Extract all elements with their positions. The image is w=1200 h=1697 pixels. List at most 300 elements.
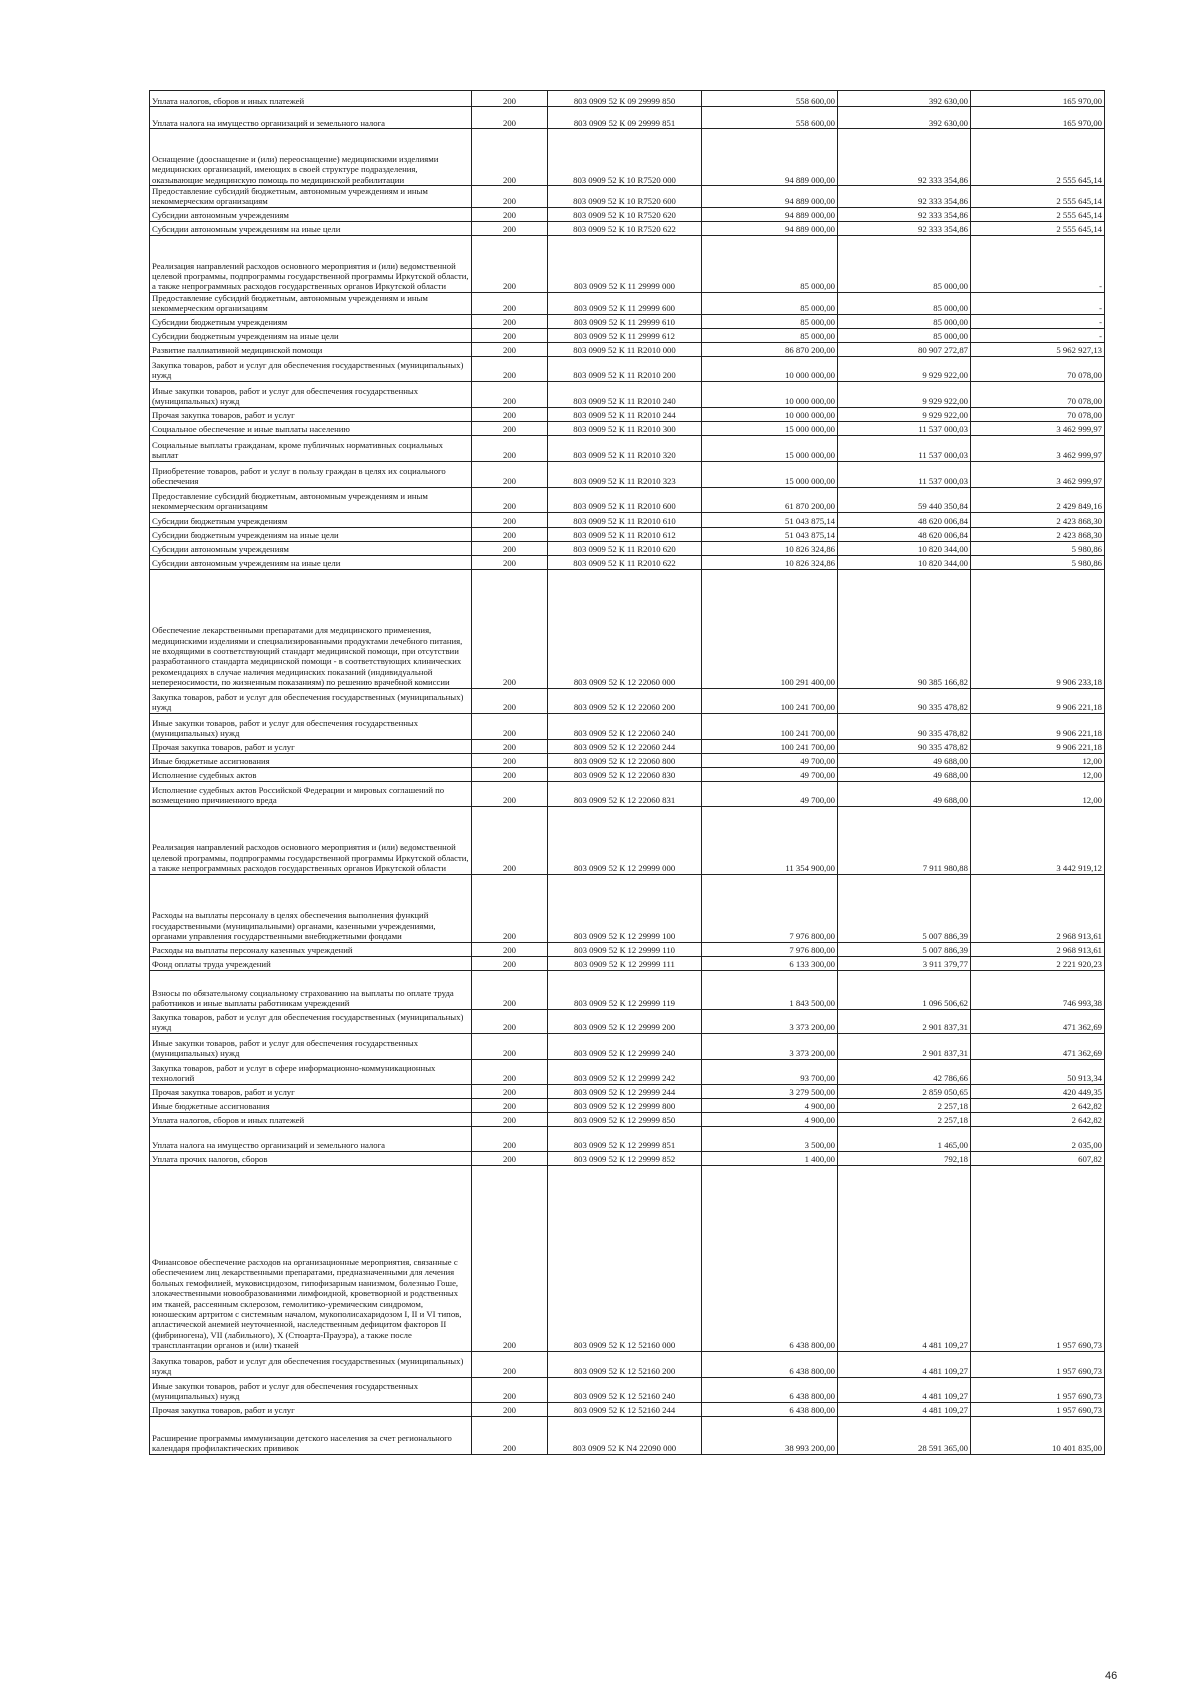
unexecuted-amount-cell: 2 642,82 <box>971 1098 1105 1112</box>
budget-classification-code-cell: 803 0909 52 К 11 29999 610 <box>548 314 702 328</box>
executed-amount-cell: 1 096 506,62 <box>838 970 971 1009</box>
executed-amount-cell: 392 630,00 <box>838 107 971 129</box>
approved-amount-cell: 7 976 800,00 <box>702 874 838 942</box>
unexecuted-amount-cell: 70 078,00 <box>971 407 1105 421</box>
budget-classification-code-cell: 803 0909 52 К 09 29999 851 <box>548 107 702 129</box>
table-row <box>150 107 1105 129</box>
approved-amount-cell: 11 354 900,00 <box>702 806 838 874</box>
table-row <box>150 207 1105 221</box>
admin-code-cell: 200 <box>472 1165 548 1351</box>
table-row <box>150 970 1105 1009</box>
admin-code-cell: 200 <box>472 207 548 221</box>
executed-amount-cell: 2 901 837,31 <box>838 1033 971 1059</box>
table-row <box>150 1126 1105 1151</box>
executed-amount-cell: 5 007 886,39 <box>838 942 971 956</box>
approved-amount-cell: 3 373 200,00 <box>702 1009 838 1033</box>
admin-code-cell: 200 <box>472 956 548 970</box>
expense-name-cell: Иные закупки товаров, работ и услуг для обеспечения государственных (муниципальных) нужд <box>150 713 472 739</box>
admin-code-cell: 200 <box>472 1416 548 1454</box>
budget-classification-code-cell: 803 0909 52 К 11 R2010 622 <box>548 555 702 569</box>
expense-name-cell: Приобретение товаров, работ и услуг в пользу граждан в целях их социального обеспечения <box>150 461 472 487</box>
table-row <box>150 1165 1105 1351</box>
budget-classification-code-cell: 803 0909 52 К 12 22060 831 <box>548 781 702 806</box>
table-row <box>150 328 1105 342</box>
unexecuted-amount-cell: 2 423 868,30 <box>971 512 1105 527</box>
admin-code-cell: 200 <box>472 235 548 292</box>
table-row <box>150 1098 1105 1112</box>
approved-amount-cell: 94 889 000,00 <box>702 186 838 208</box>
table-row <box>150 806 1105 874</box>
table-row <box>150 555 1105 569</box>
approved-amount-cell: 10 000 000,00 <box>702 356 838 381</box>
approved-amount-cell: 15 000 000,00 <box>702 421 838 435</box>
approved-amount-cell: 100 291 400,00 <box>702 569 838 688</box>
admin-code-cell: 200 <box>472 541 548 555</box>
approved-amount-cell: 558 600,00 <box>702 107 838 129</box>
unexecuted-amount-cell: 9 906 221,18 <box>971 713 1105 739</box>
table-row <box>150 314 1105 328</box>
table-row <box>150 541 1105 555</box>
approved-amount-cell: 7 976 800,00 <box>702 942 838 956</box>
unexecuted-amount-cell: 70 078,00 <box>971 381 1105 407</box>
admin-code-cell: 200 <box>472 328 548 342</box>
expense-name-cell: Закупка товаров, работ и услуг для обеспечения государственных (муниципальных) нужд <box>150 356 472 381</box>
page-number: 46 <box>1105 1670 1118 1682</box>
admin-code-cell: 200 <box>472 1098 548 1112</box>
budget-classification-code-cell: 803 0909 52 К 12 22060 830 <box>548 767 702 781</box>
approved-amount-cell: 10 826 324,86 <box>702 541 838 555</box>
table-row <box>150 713 1105 739</box>
expense-name-cell: Социальные выплаты гражданам, кроме публичных нормативных социальных выплат <box>150 435 472 461</box>
table-row <box>150 487 1105 512</box>
budget-classification-code-cell: 803 0909 52 К 12 29999 000 <box>548 806 702 874</box>
budget-classification-code-cell: 803 0909 52 К 12 29999 850 <box>548 1112 702 1126</box>
admin-code-cell: 200 <box>472 1377 548 1402</box>
approved-amount-cell: 85 000,00 <box>702 314 838 328</box>
executed-amount-cell: 85 000,00 <box>838 314 971 328</box>
unexecuted-amount-cell: 2 555 645,14 <box>971 129 1105 186</box>
unexecuted-amount-cell: 5 962 927,13 <box>971 342 1105 356</box>
admin-code-cell: 200 <box>472 739 548 753</box>
approved-amount-cell: 93 700,00 <box>702 1059 838 1084</box>
table-row <box>150 569 1105 688</box>
executed-amount-cell: 80 907 272,87 <box>838 342 971 356</box>
expense-name-cell: Исполнение судебных актов Российской Федерации и мировых соглашений по возмещению причиненного вреда <box>150 781 472 806</box>
table-row <box>150 956 1105 970</box>
table-row <box>150 1416 1105 1454</box>
unexecuted-amount-cell: 2 968 913,61 <box>971 874 1105 942</box>
executed-amount-cell: 42 786,66 <box>838 1059 971 1084</box>
expense-name-cell: Исполнение судебных актов <box>150 767 472 781</box>
approved-amount-cell: 6 438 800,00 <box>702 1165 838 1351</box>
expense-name-cell: Иные закупки товаров, работ и услуг для обеспечения государственных (муниципальных) нужд <box>150 381 472 407</box>
table-row <box>150 129 1105 186</box>
approved-amount-cell: 100 241 700,00 <box>702 739 838 753</box>
expense-name-cell: Реализация направлений расходов основного мероприятия и (или) ведомственной целевой программы, подпрограммы государственной программы Иркутской области, а также непрограммных расходов государственных органов Иркутской области <box>150 235 472 292</box>
admin-code-cell: 200 <box>472 713 548 739</box>
expense-name-cell: Субсидии автономным учреждениям <box>150 541 472 555</box>
budget-classification-code-cell: 803 0909 52 К N4 22090 000 <box>548 1416 702 1454</box>
budget-classification-code-cell: 803 0909 52 К 12 22060 200 <box>548 688 702 713</box>
admin-code-cell: 200 <box>472 1084 548 1098</box>
approved-amount-cell: 94 889 000,00 <box>702 129 838 186</box>
budget-classification-code-cell: 803 0909 52 К 12 29999 111 <box>548 956 702 970</box>
unexecuted-amount-cell: 1 957 690,73 <box>971 1377 1105 1402</box>
expense-name-cell: Прочая закупка товаров, работ и услуг <box>150 739 472 753</box>
executed-amount-cell: 49 688,00 <box>838 753 971 767</box>
admin-code-cell: 200 <box>472 512 548 527</box>
expense-name-cell: Закупка товаров, работ и услуг для обеспечения государственных (муниципальных) нужд <box>150 1009 472 1033</box>
approved-amount-cell: 1 400,00 <box>702 1151 838 1165</box>
admin-code-cell: 200 <box>472 874 548 942</box>
expense-name-cell: Расширение программы иммунизации детского населения за счет регионального календаря профилактических прививок <box>150 1416 472 1454</box>
approved-amount-cell: 3 500,00 <box>702 1126 838 1151</box>
admin-code-cell: 200 <box>472 107 548 129</box>
table-row <box>150 221 1105 235</box>
admin-code-cell: 200 <box>472 129 548 186</box>
unexecuted-amount-cell: 9 906 233,18 <box>971 569 1105 688</box>
table-row <box>150 1084 1105 1098</box>
approved-amount-cell: 4 900,00 <box>702 1098 838 1112</box>
executed-amount-cell: 10 820 344,00 <box>838 555 971 569</box>
executed-amount-cell: 392 630,00 <box>838 91 971 107</box>
admin-code-cell: 200 <box>472 753 548 767</box>
expense-name-cell: Уплата налога на имущество организаций и земельного налога <box>150 1126 472 1151</box>
expense-name-cell: Предоставление субсидий бюджетным, автономным учреждениям и иным некоммерческим организациям <box>150 292 472 314</box>
table-row <box>150 753 1105 767</box>
unexecuted-amount-cell: 1 957 690,73 <box>971 1351 1105 1377</box>
executed-amount-cell: 11 537 000,03 <box>838 461 971 487</box>
admin-code-cell: 200 <box>472 688 548 713</box>
unexecuted-amount-cell: 12,00 <box>971 781 1105 806</box>
expense-name-cell: Иные бюджетные ассигнования <box>150 1098 472 1112</box>
unexecuted-amount-cell: 9 906 221,18 <box>971 739 1105 753</box>
admin-code-cell: 200 <box>472 342 548 356</box>
admin-code-cell: 200 <box>472 1059 548 1084</box>
approved-amount-cell: 85 000,00 <box>702 292 838 314</box>
executed-amount-cell: 1 465,00 <box>838 1126 971 1151</box>
approved-amount-cell: 6 438 800,00 <box>702 1377 838 1402</box>
admin-code-cell: 200 <box>472 1009 548 1033</box>
expense-name-cell: Фонд оплаты труда учреждений <box>150 956 472 970</box>
expense-name-cell: Реализация направлений расходов основного мероприятия и (или) ведомственной целевой программы, подпрограммы государственной программы Иркутской области, а также непрограммных расходов государственных органов Иркутской области <box>150 806 472 874</box>
budget-classification-code-cell: 803 0909 52 К 10 R7520 620 <box>548 207 702 221</box>
executed-amount-cell: 9 929 922,00 <box>838 407 971 421</box>
unexecuted-amount-cell: 5 980,86 <box>971 555 1105 569</box>
table-row <box>150 435 1105 461</box>
approved-amount-cell: 6 438 800,00 <box>702 1402 838 1416</box>
table-row <box>150 527 1105 541</box>
table-row <box>150 1059 1105 1084</box>
budget-classification-code-cell: 803 0909 52 К 11 R2010 600 <box>548 487 702 512</box>
executed-amount-cell: 92 333 354,86 <box>838 129 971 186</box>
expense-name-cell: Социальное обеспечение и иные выплаты населению <box>150 421 472 435</box>
approved-amount-cell: 49 700,00 <box>702 753 838 767</box>
budget-classification-code-cell: 803 0909 52 К 12 52160 000 <box>548 1165 702 1351</box>
executed-amount-cell: 4 481 109,27 <box>838 1402 971 1416</box>
unexecuted-amount-cell: 2 429 849,16 <box>971 487 1105 512</box>
executed-amount-cell: 4 481 109,27 <box>838 1165 971 1351</box>
executed-amount-cell: 49 688,00 <box>838 767 971 781</box>
approved-amount-cell: 10 826 324,86 <box>702 555 838 569</box>
budget-classification-code-cell: 803 0909 52 К 12 29999 240 <box>548 1033 702 1059</box>
executed-amount-cell: 48 620 006,84 <box>838 512 971 527</box>
admin-code-cell: 200 <box>472 292 548 314</box>
table-row <box>150 874 1105 942</box>
admin-code-cell: 200 <box>472 527 548 541</box>
budget-classification-code-cell: 803 0909 52 К 12 22060 000 <box>548 569 702 688</box>
approved-amount-cell: 3 373 200,00 <box>702 1033 838 1059</box>
budget-classification-code-cell: 803 0909 52 К 11 R2010 244 <box>548 407 702 421</box>
table-row <box>150 512 1105 527</box>
expense-name-cell: Расходы на выплаты персоналу казенных учреждений <box>150 942 472 956</box>
unexecuted-amount-cell: 12,00 <box>971 753 1105 767</box>
budget-classification-code-cell: 803 0909 52 К 11 R2010 610 <box>548 512 702 527</box>
executed-amount-cell: 49 688,00 <box>838 781 971 806</box>
expense-name-cell: Субсидии бюджетным учреждениям <box>150 314 472 328</box>
unexecuted-amount-cell: 1 957 690,73 <box>971 1402 1105 1416</box>
unexecuted-amount-cell: 2 555 645,14 <box>971 207 1105 221</box>
executed-amount-cell: 85 000,00 <box>838 328 971 342</box>
table-row <box>150 381 1105 407</box>
approved-amount-cell: 86 870 200,00 <box>702 342 838 356</box>
unexecuted-amount-cell: 5 980,86 <box>971 541 1105 555</box>
budget-classification-code-cell: 803 0909 52 К 11 29999 600 <box>548 292 702 314</box>
budget-classification-code-cell: 803 0909 52 К 11 29999 612 <box>548 328 702 342</box>
unexecuted-amount-cell: 2 642,82 <box>971 1112 1105 1126</box>
executed-amount-cell: 92 333 354,86 <box>838 186 971 208</box>
unexecuted-amount-cell: 165 970,00 <box>971 107 1105 129</box>
expense-name-cell: Субсидии автономным учреждениям <box>150 207 472 221</box>
executed-amount-cell: 90 335 478,82 <box>838 688 971 713</box>
admin-code-cell: 200 <box>472 221 548 235</box>
expense-name-cell: Иные бюджетные ассигнования <box>150 753 472 767</box>
unexecuted-amount-cell: 2 968 913,61 <box>971 942 1105 956</box>
approved-amount-cell: 3 279 500,00 <box>702 1084 838 1098</box>
unexecuted-amount-cell: 746 993,38 <box>971 970 1105 1009</box>
executed-amount-cell: 2 859 050,65 <box>838 1084 971 1098</box>
executed-amount-cell: 2 257,18 <box>838 1098 971 1112</box>
executed-amount-cell: 792,18 <box>838 1151 971 1165</box>
approved-amount-cell: 49 700,00 <box>702 781 838 806</box>
budget-classification-code-cell: 803 0909 52 К 12 29999 119 <box>548 970 702 1009</box>
approved-amount-cell: 51 043 875,14 <box>702 512 838 527</box>
approved-amount-cell: 15 000 000,00 <box>702 435 838 461</box>
approved-amount-cell: 94 889 000,00 <box>702 207 838 221</box>
unexecuted-amount-cell: - <box>971 235 1105 292</box>
expense-name-cell: Уплата налога на имущество организаций и земельного налога <box>150 107 472 129</box>
executed-amount-cell: 85 000,00 <box>838 292 971 314</box>
budget-classification-code-cell: 803 0909 52 К 12 29999 242 <box>548 1059 702 1084</box>
unexecuted-amount-cell: 3 462 999,97 <box>971 461 1105 487</box>
budget-classification-code-cell: 803 0909 52 К 11 R2010 240 <box>548 381 702 407</box>
expense-name-cell: Предоставление субсидий бюджетным, автономным учреждениям и иным некоммерческим организациям <box>150 487 472 512</box>
budget-classification-code-cell: 803 0909 52 К 12 22060 800 <box>548 753 702 767</box>
approved-amount-cell: 100 241 700,00 <box>702 688 838 713</box>
executed-amount-cell: 9 929 922,00 <box>838 381 971 407</box>
unexecuted-amount-cell: 9 906 221,18 <box>971 688 1105 713</box>
budget-classification-code-cell: 803 0909 52 К 12 22060 244 <box>548 739 702 753</box>
table-row <box>150 688 1105 713</box>
executed-amount-cell: 28 591 365,00 <box>838 1416 971 1454</box>
executed-amount-cell: 90 335 478,82 <box>838 739 971 753</box>
table-row <box>150 292 1105 314</box>
approved-amount-cell: 85 000,00 <box>702 328 838 342</box>
budget-classification-code-cell: 803 0909 52 К 12 29999 200 <box>548 1009 702 1033</box>
executed-amount-cell: 3 911 379,77 <box>838 956 971 970</box>
unexecuted-amount-cell: 2 423 868,30 <box>971 527 1105 541</box>
admin-code-cell: 200 <box>472 1033 548 1059</box>
admin-code-cell: 200 <box>472 91 548 107</box>
admin-code-cell: 200 <box>472 487 548 512</box>
admin-code-cell: 200 <box>472 421 548 435</box>
table-row <box>150 186 1105 208</box>
expense-name-cell: Закупка товаров, работ и услуг в сфере информационно-коммуникационных технологий <box>150 1059 472 1084</box>
expense-name-cell: Субсидии автономным учреждениям на иные цели <box>150 555 472 569</box>
unexecuted-amount-cell: 2 035,00 <box>971 1126 1105 1151</box>
admin-code-cell: 200 <box>472 407 548 421</box>
expense-name-cell: Субсидии бюджетным учреждениям на иные цели <box>150 328 472 342</box>
approved-amount-cell: 61 870 200,00 <box>702 487 838 512</box>
budget-classification-code-cell: 803 0909 52 К 11 R2010 000 <box>548 342 702 356</box>
unexecuted-amount-cell: - <box>971 328 1105 342</box>
admin-code-cell: 200 <box>472 806 548 874</box>
unexecuted-amount-cell: 2 221 920,23 <box>971 956 1105 970</box>
unexecuted-amount-cell: 471 362,69 <box>971 1033 1105 1059</box>
admin-code-cell: 200 <box>472 1112 548 1126</box>
approved-amount-cell: 49 700,00 <box>702 767 838 781</box>
executed-amount-cell: 90 385 166,82 <box>838 569 971 688</box>
budget-classification-code-cell: 803 0909 52 К 11 R2010 320 <box>548 435 702 461</box>
table-row <box>150 91 1105 107</box>
table-row <box>150 1009 1105 1033</box>
unexecuted-amount-cell: 3 462 999,97 <box>971 421 1105 435</box>
budget-execution-table <box>149 90 1105 1455</box>
admin-code-cell: 200 <box>472 314 548 328</box>
budget-classification-code-cell: 803 0909 52 К 10 R7520 622 <box>548 221 702 235</box>
unexecuted-amount-cell: 2 555 645,14 <box>971 186 1105 208</box>
unexecuted-amount-cell: 471 362,69 <box>971 1009 1105 1033</box>
approved-amount-cell: 4 900,00 <box>702 1112 838 1126</box>
approved-amount-cell: 6 438 800,00 <box>702 1351 838 1377</box>
expense-name-cell: Субсидии бюджетным учреждениям на иные цели <box>150 527 472 541</box>
unexecuted-amount-cell: 12,00 <box>971 767 1105 781</box>
approved-amount-cell: 10 000 000,00 <box>702 407 838 421</box>
unexecuted-amount-cell: 3 462 999,97 <box>971 435 1105 461</box>
executed-amount-cell: 7 911 980,88 <box>838 806 971 874</box>
expense-name-cell: Закупка товаров, работ и услуг для обеспечения государственных (муниципальных) нужд <box>150 1351 472 1377</box>
admin-code-cell: 200 <box>472 555 548 569</box>
expense-name-cell: Субсидии бюджетным учреждениям <box>150 512 472 527</box>
table-row <box>150 235 1105 292</box>
budget-classification-code-cell: 803 0909 52 К 10 R7520 000 <box>548 129 702 186</box>
approved-amount-cell: 558 600,00 <box>702 91 838 107</box>
expense-name-cell: Оснащение (дооснащение и (или) переоснащение) медицинскими изделиями медицинских организаций, имеющих в своей структуре подразделения, оказывающие медицинскую помощь по медицинской реабилитации <box>150 129 472 186</box>
unexecuted-amount-cell: 50 913,34 <box>971 1059 1105 1084</box>
executed-amount-cell: 92 333 354,86 <box>838 221 971 235</box>
budget-classification-code-cell: 803 0909 52 К 11 R2010 612 <box>548 527 702 541</box>
table-row <box>150 942 1105 956</box>
approved-amount-cell: 10 000 000,00 <box>702 381 838 407</box>
executed-amount-cell: 5 007 886,39 <box>838 874 971 942</box>
executed-amount-cell: 2 257,18 <box>838 1112 971 1126</box>
budget-classification-code-cell: 803 0909 52 К 12 29999 110 <box>548 942 702 956</box>
executed-amount-cell: 4 481 109,27 <box>838 1377 971 1402</box>
expense-name-cell: Прочая закупка товаров, работ и услуг <box>150 1402 472 1416</box>
unexecuted-amount-cell: 1 957 690,73 <box>971 1165 1105 1351</box>
expense-name-cell: Прочая закупка товаров, работ и услуг <box>150 1084 472 1098</box>
admin-code-cell: 200 <box>472 381 548 407</box>
budget-classification-code-cell: 803 0909 52 К 09 29999 850 <box>548 91 702 107</box>
admin-code-cell: 200 <box>472 942 548 956</box>
unexecuted-amount-cell: - <box>971 314 1105 328</box>
executed-amount-cell: 4 481 109,27 <box>838 1351 971 1377</box>
expense-name-cell: Уплата налогов, сборов и иных платежей <box>150 1112 472 1126</box>
executed-amount-cell: 11 537 000,03 <box>838 421 971 435</box>
budget-classification-code-cell: 803 0909 52 К 11 R2010 620 <box>548 541 702 555</box>
expense-name-cell: Иные закупки товаров, работ и услуг для обеспечения государственных (муниципальных) нужд <box>150 1033 472 1059</box>
budget-classification-code-cell: 803 0909 52 К 12 22060 240 <box>548 713 702 739</box>
unexecuted-amount-cell: 70 078,00 <box>971 356 1105 381</box>
table-row <box>150 1112 1105 1126</box>
table-row <box>150 407 1105 421</box>
table-row <box>150 356 1105 381</box>
approved-amount-cell: 38 993 200,00 <box>702 1416 838 1454</box>
admin-code-cell: 200 <box>472 1126 548 1151</box>
approved-amount-cell: 1 843 500,00 <box>702 970 838 1009</box>
expense-name-cell: Закупка товаров, работ и услуг для обеспечения государственных (муниципальных) нужд <box>150 688 472 713</box>
executed-amount-cell: 85 000,00 <box>838 235 971 292</box>
budget-classification-code-cell: 803 0909 52 К 11 29999 000 <box>548 235 702 292</box>
admin-code-cell: 200 <box>472 186 548 208</box>
executed-amount-cell: 48 620 006,84 <box>838 527 971 541</box>
expense-name-cell: Уплата налогов, сборов и иных платежей <box>150 91 472 107</box>
budget-classification-code-cell: 803 0909 52 К 12 29999 852 <box>548 1151 702 1165</box>
budget-classification-code-cell: 803 0909 52 К 10 R7520 600 <box>548 186 702 208</box>
budget-classification-code-cell: 803 0909 52 К 12 52160 244 <box>548 1402 702 1416</box>
expense-name-cell: Субсидии автономным учреждениям на иные цели <box>150 221 472 235</box>
admin-code-cell: 200 <box>472 970 548 1009</box>
budget-classification-code-cell: 803 0909 52 К 12 52160 200 <box>548 1351 702 1377</box>
executed-amount-cell: 9 929 922,00 <box>838 356 971 381</box>
expense-name-cell: Обеспечение лекарственными препаратами для медицинского применения, медицинскими изделиями и специализированными продуктами лечебного питания, не входящими в соответствующий стандарт медицинской помощи, при отсутствии разработанного стандарта медицинской помощи - в соответствующих клинических рекомендациях в случае наличия медицинских показаний (индивидуальной непереносимости, по жизненным показаниям) по решению врачебной комиссии <box>150 569 472 688</box>
expense-name-cell: Финансовое обеспечение расходов на организационные мероприятия, связанные с обеспечением лиц лекарственными препаратами, предназначенными для лечения больных гемофилией, муковисцидозом, гипофизарным нанизмом, болезнью Гоше, злокачественными новообразованиями лимфоидной, кроветворной и родственных им тканей, рассеянным склерозом, гемолитико-уремическим синдромом, юношеским артритом с системным началом, мукополисахаридозом I, II и VI типов, апластической анемией неуточненной, наследственным дефицитом факторов II (фибриногена), VII (лабильного), X (Стюарта-Прауэра), а также после трансплантации органов и (или) тканей <box>150 1165 472 1351</box>
unexecuted-amount-cell: 420 449,35 <box>971 1084 1105 1098</box>
admin-code-cell: 200 <box>472 569 548 688</box>
expense-name-cell: Взносы по обязательному социальному страхованию на выплаты по оплате труда работников и иные выплаты работникам учреждений <box>150 970 472 1009</box>
table-row <box>150 461 1105 487</box>
budget-classification-code-cell: 803 0909 52 К 12 29999 100 <box>548 874 702 942</box>
executed-amount-cell: 11 537 000,03 <box>838 435 971 461</box>
executed-amount-cell: 2 901 837,31 <box>838 1009 971 1033</box>
admin-code-cell: 200 <box>472 781 548 806</box>
table-body <box>150 91 1105 1455</box>
executed-amount-cell: 90 335 478,82 <box>838 713 971 739</box>
table-row <box>150 767 1105 781</box>
unexecuted-amount-cell: 165 970,00 <box>971 91 1105 107</box>
unexecuted-amount-cell: 607,82 <box>971 1151 1105 1165</box>
expense-name-cell: Прочая закупка товаров, работ и услуг <box>150 407 472 421</box>
approved-amount-cell: 85 000,00 <box>702 235 838 292</box>
table-row <box>150 739 1105 753</box>
budget-classification-code-cell: 803 0909 52 К 12 29999 800 <box>548 1098 702 1112</box>
admin-code-cell: 200 <box>472 435 548 461</box>
admin-code-cell: 200 <box>472 767 548 781</box>
unexecuted-amount-cell: 2 555 645,14 <box>971 221 1105 235</box>
table-row <box>150 781 1105 806</box>
table-row <box>150 1033 1105 1059</box>
admin-code-cell: 200 <box>472 1351 548 1377</box>
